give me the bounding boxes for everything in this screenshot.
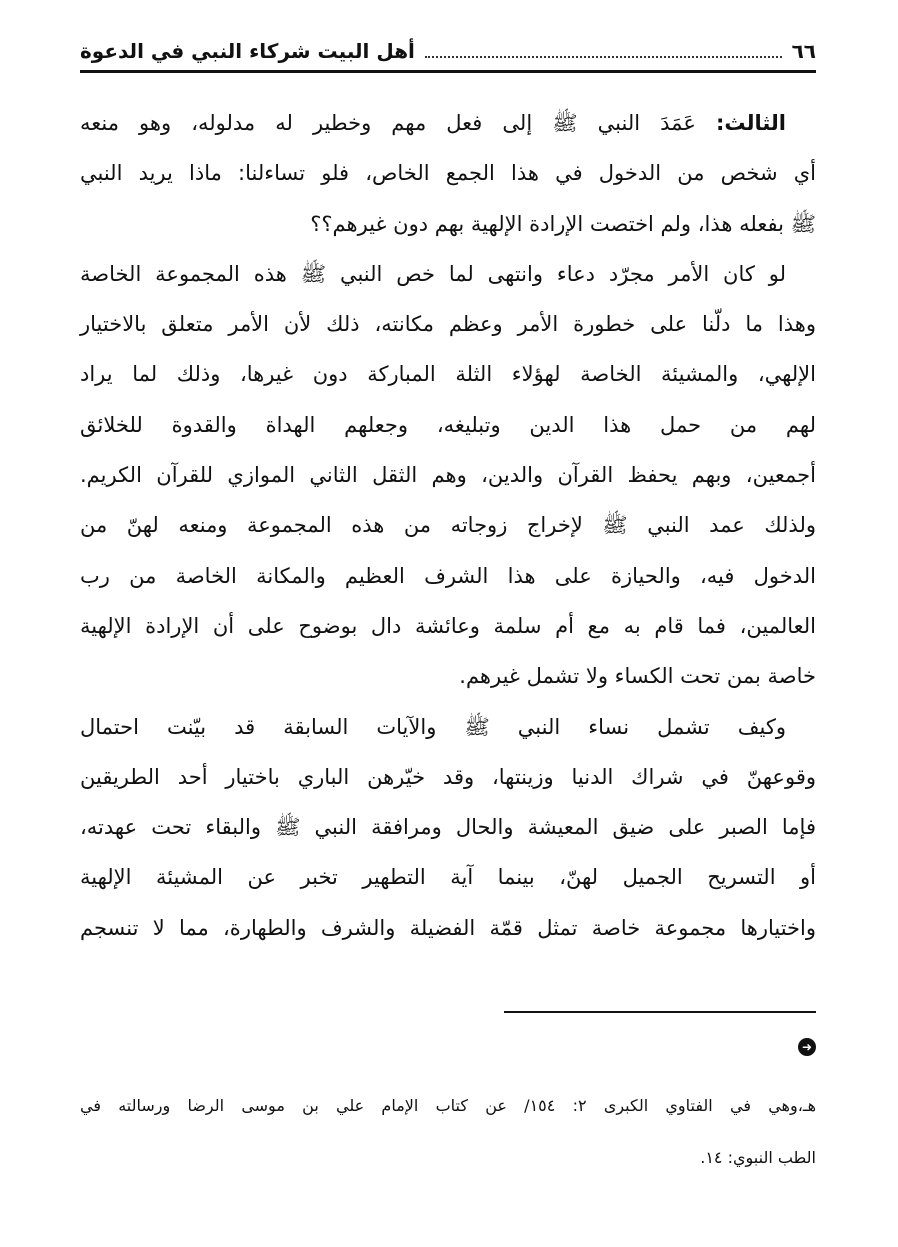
continuation-arrow-icon: ➜ — [798, 1038, 816, 1056]
running-title: أهل البيت شركاء النبي في الدعوة — [80, 39, 415, 63]
footnote-separator — [504, 1011, 816, 1013]
footnote — [80, 1080, 816, 1184]
paragraph-line: واختيارها مجموعة خاصة تمثل قمّة الفضيلة والشرف والطهارة، مما لا تنسجم — [80, 915, 816, 940]
paragraph-line: لهم من حمل هذا الدين وتبليغه، وجعلهم الهداة والقدوة للخلائق — [80, 412, 816, 437]
paragraph-line: ولذلك عمد النبي ﷺ لإخراج زوجاته من هذه المجموعة ومنعه لهنّ من — [80, 513, 816, 538]
paragraph-line: الدخول فيه، والحيازة على هذا الشرف العظيم والمكانة الخاصة من رب — [80, 563, 816, 588]
body-text — [80, 98, 816, 953]
point-label: الثالث: — [715, 111, 786, 135]
paragraph-line: ﷺ بفعله هذا، ولم اختصت الإرادة الإلهية بهم دون غيرهم؟؟ — [310, 211, 816, 236]
footnote-line: الطب النبوي: ١٤. — [700, 1148, 816, 1167]
paragraph-line: أي شخص من الدخول في هذا الجمع الخاص، فلو تساءلنا: ماذا يريد النبي — [80, 161, 816, 186]
paragraph-line: فإما الصبر على ضيق المعيشة والحال ومرافقة النبي ﷺ والبقاء تحت عهدته، — [80, 815, 816, 840]
paragraph-line: خاصة بمن تحت الكساء ولا تشمل غيرهم. — [459, 664, 816, 689]
paragraph-line: العالمين، فما قام به مع أم سلمة وعائشة دال بوضوح على أن الإرادة الإلهية — [80, 613, 816, 638]
page-number: ٦٦ — [791, 39, 816, 63]
paragraph-line: الثالث: عَمَدَ النبي ﷺ إلى فعل مهم وخطير له مدلوله، وهو منعه — [80, 111, 786, 135]
paragraph-line: الإلهي، والمشيئة الخاصة لهؤلاء الثلة المباركة دون غيرها، وذلك لما يراد — [80, 362, 816, 387]
paragraph-line: لو كان الأمر مجرّد دعاء وانتهى لما خص النبي ﷺ هذه المجموعة الخاصة — [80, 261, 786, 286]
header-rule — [80, 70, 816, 73]
paragraph-line: وهذا ما دلّنا على خطورة الأمر وعظم مكانته، ذلك لأن الأمر متعلق بالاختيار — [80, 312, 816, 337]
running-header — [80, 32, 816, 66]
footnote-line: هـ،وهي في الفتاوي الكبرى ٢: ١٥٤/ عن كتاب الإمام علي بن موسى الرضا ورسالته في — [80, 1096, 817, 1115]
paragraph-line: وكيف تشمل نساء النبي ﷺ والآيات السابقة قد بيّنت احتمال — [80, 714, 786, 739]
paragraph-line: أو التسريح الجميل لهنّ، بينما آية التطهير تخبر عن المشيئة الإلهية — [80, 865, 816, 890]
paragraph-line: وقوعهنّ في شراك الدنيا وزينتها، وقد خيّرهن الباري باختيار أحد الطريقين — [80, 764, 816, 789]
paragraph-line: أجمعين، وبهم يحفظ القرآن والدين، وهم الثقل الثاني الموازي للقرآن الكريم. — [80, 463, 816, 488]
leader-dots — [425, 55, 782, 58]
